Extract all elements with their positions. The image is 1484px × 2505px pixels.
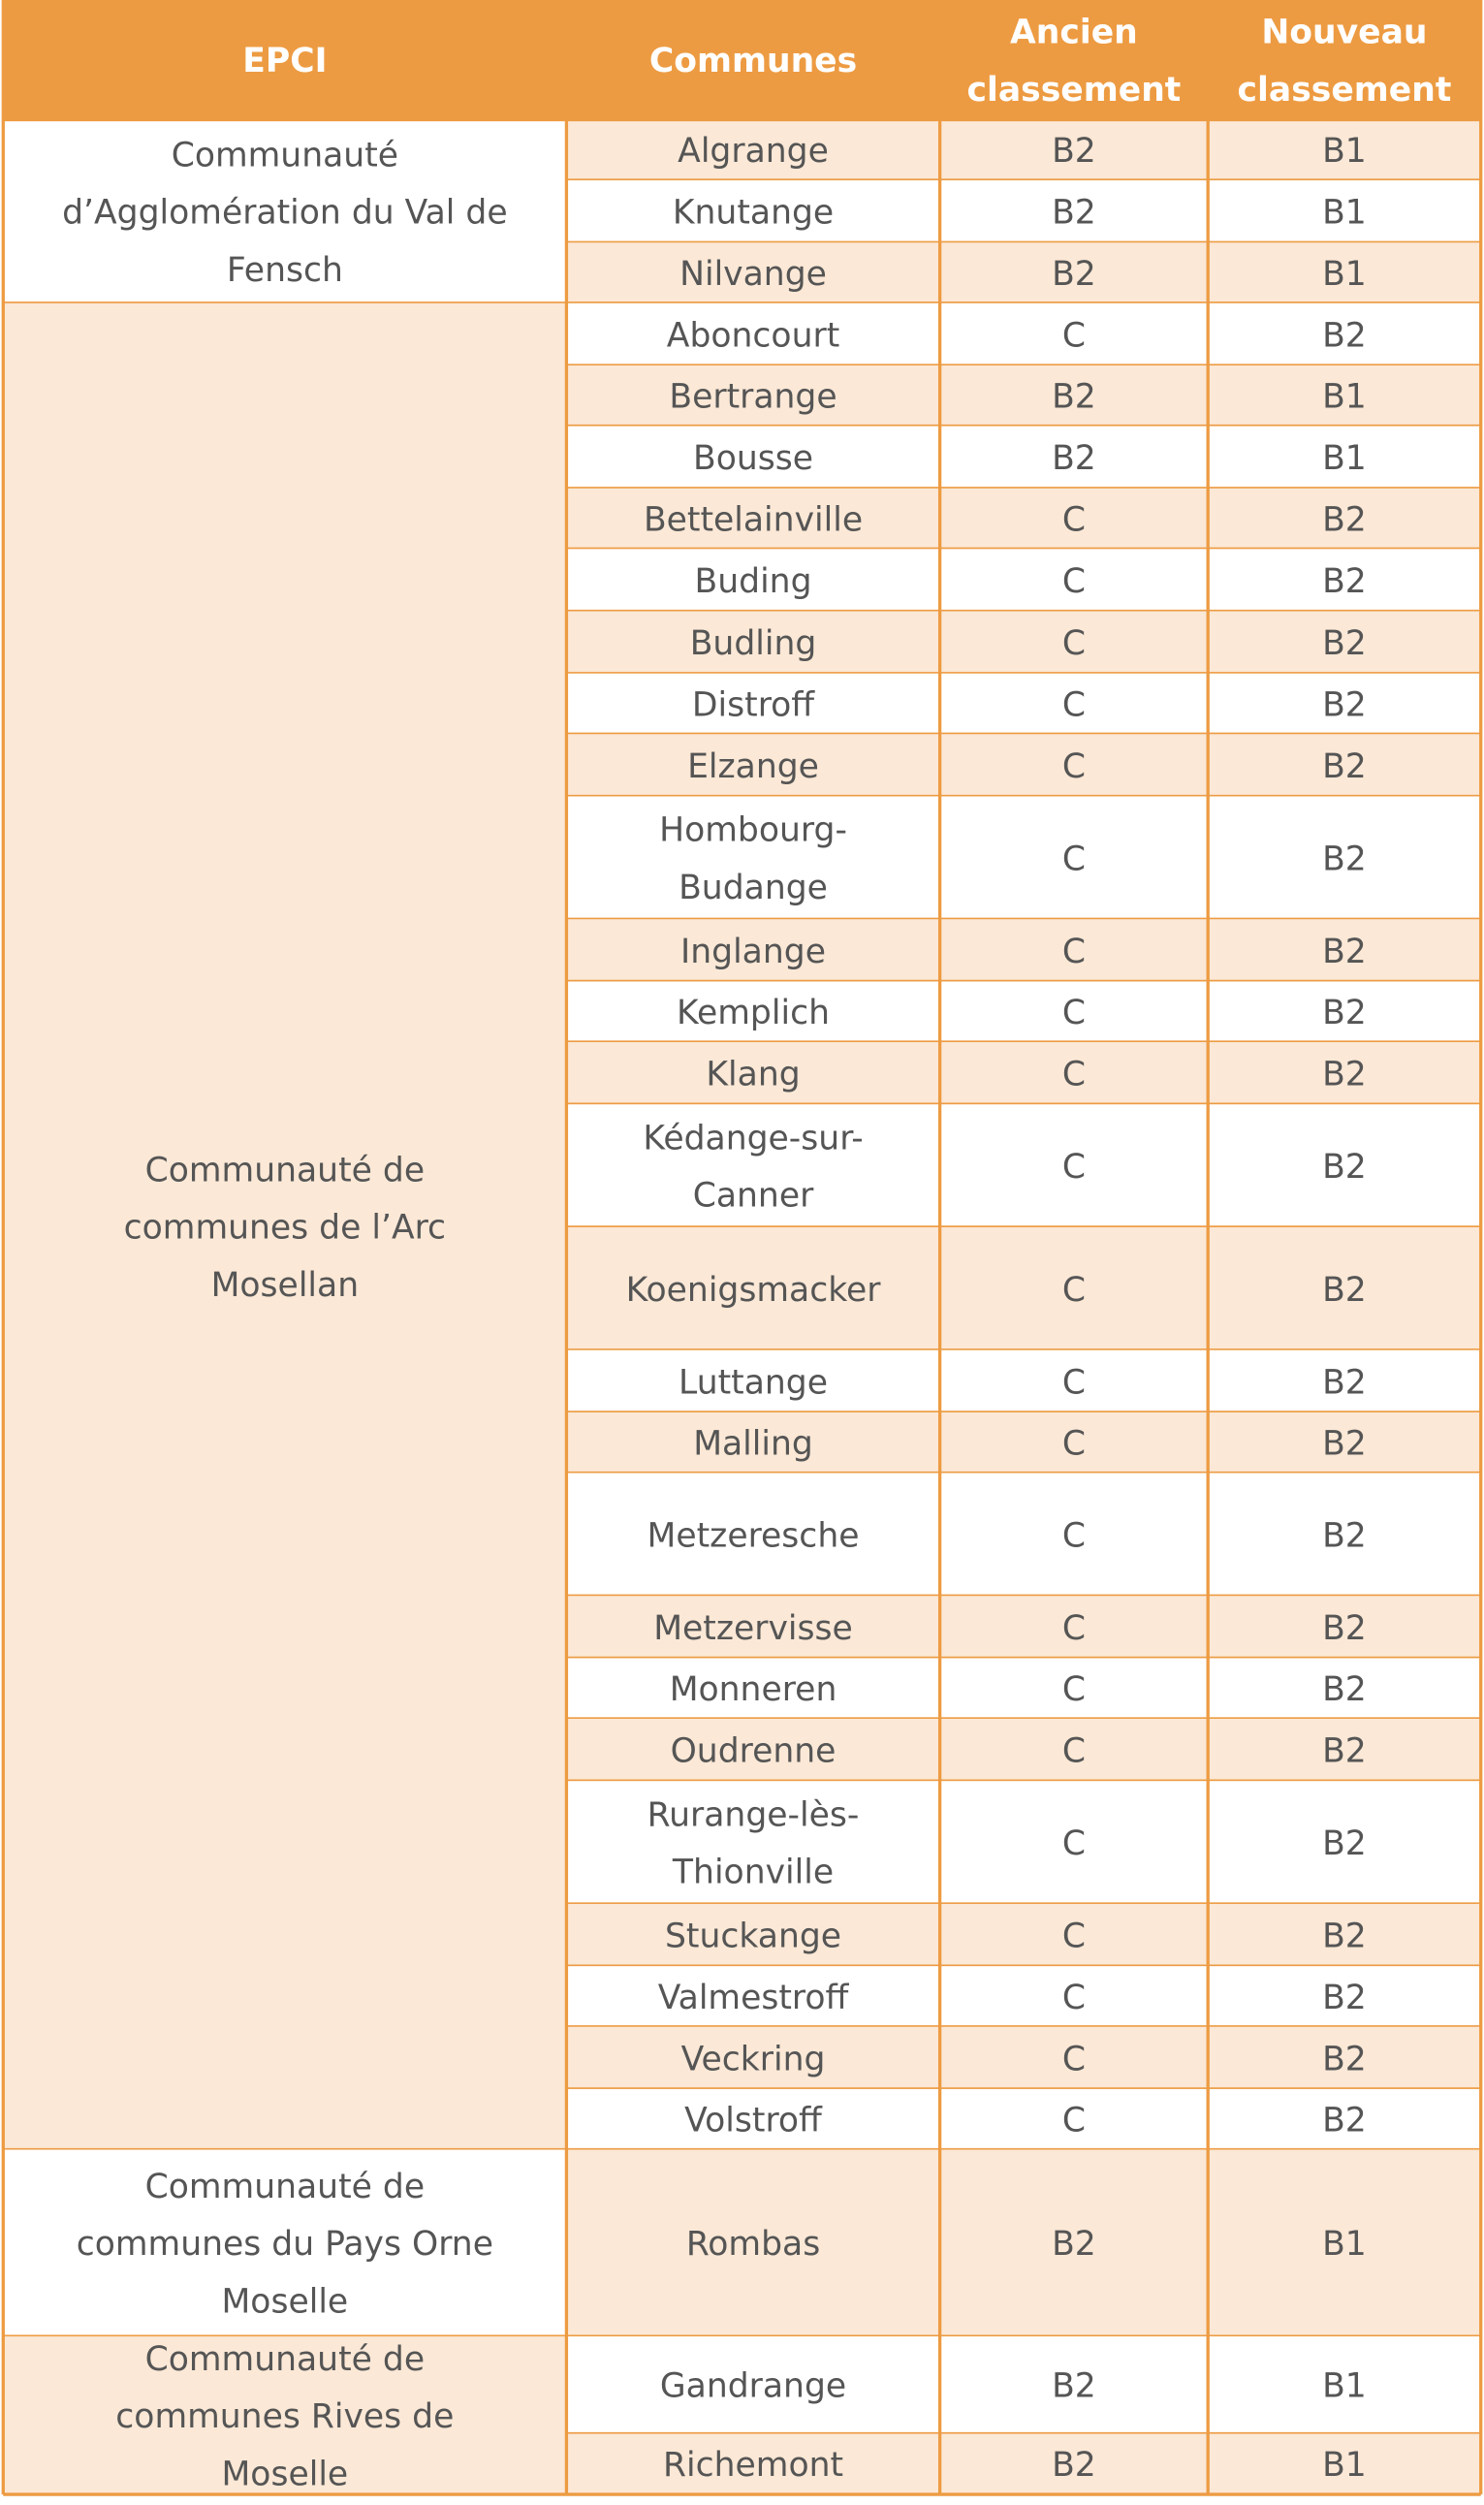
ancien-classement-cell-line: C xyxy=(1061,624,1086,664)
commune-cell xyxy=(693,439,813,478)
ancien-classement-cell xyxy=(1062,685,1086,724)
nouveau-classement-cell-line: B2 xyxy=(1322,316,1367,356)
commune-cell xyxy=(706,1056,800,1094)
ancien-classement-cell-line: C xyxy=(1061,1055,1086,1094)
commune-cell-line: Bousse xyxy=(693,439,814,479)
ancien-classement-cell-line: B2 xyxy=(1052,377,1096,417)
commune-cell-line: Stuckange xyxy=(664,1917,842,1956)
commune-cell xyxy=(695,562,812,601)
ancien-classement-cell-line: C xyxy=(1061,316,1086,356)
commune-cell xyxy=(687,747,819,786)
header-ancien-line: Ancien xyxy=(1010,13,1138,52)
nouveau-classement-cell xyxy=(1322,132,1367,171)
epci-name-line: Communauté de xyxy=(144,2167,426,2206)
nouveau-classement-cell-line: B2 xyxy=(1322,2040,1367,2079)
nouveau-classement-cell xyxy=(1322,840,1367,878)
epci-name-line: communes de l’Arc xyxy=(123,1208,447,1248)
nouveau-classement-cell-line: B2 xyxy=(1322,685,1367,725)
nouveau-classement-cell-line: B2 xyxy=(1322,1270,1367,1310)
commune-cell-line: Elzange xyxy=(687,746,819,786)
commune-cell-line: Gandrange xyxy=(659,2366,847,2406)
ancien-classement-cell-line: B2 xyxy=(1052,2366,1096,2406)
ancien-classement-cell xyxy=(1062,1148,1086,1187)
ancien-classement-cell xyxy=(1062,2102,1086,2140)
ancien-classement-cell xyxy=(1052,2446,1096,2485)
commune-cell-line: Hombourg- xyxy=(659,810,847,850)
ancien-classement-cell-line: C xyxy=(1061,1516,1086,1556)
nouveau-classement-cell-line: B1 xyxy=(1322,377,1367,417)
ancien-classement-cell-line: C xyxy=(1061,1608,1086,1648)
nouveau-classement-cell-line: B2 xyxy=(1322,2101,1367,2140)
commune-cell xyxy=(660,2367,846,2406)
ancien-classement-cell-line: C xyxy=(1061,2040,1086,2079)
nouveau-classement-cell-line: B1 xyxy=(1322,254,1367,294)
ancien-classement-cell-line: C xyxy=(1061,1731,1086,1771)
nouveau-classement-cell xyxy=(1322,562,1367,601)
nouveau-classement-cell xyxy=(1322,1918,1367,1956)
commune-cell xyxy=(693,1425,813,1464)
ancien-classement-cell-line: C xyxy=(1061,746,1086,786)
ancien-classement-cell-line: B2 xyxy=(1052,254,1096,294)
epci-name-line: Communauté de xyxy=(144,2339,426,2379)
nouveau-classement-cell-line: B2 xyxy=(1322,1516,1367,1556)
epci-name-line: communes du Pays Orne xyxy=(76,2225,493,2265)
ancien-classement-cell xyxy=(1062,2040,1086,2078)
commune-cell xyxy=(690,624,817,663)
commune-cell-line: Richemont xyxy=(662,2446,844,2486)
commune-cell-line: Algrange xyxy=(678,132,829,172)
ancien-classement-cell xyxy=(1062,1516,1086,1555)
ancien-classement-cell xyxy=(1062,1425,1086,1464)
ancien-classement-cell xyxy=(1062,316,1086,355)
commune-cell xyxy=(663,2446,843,2485)
nouveau-classement-cell-line: B2 xyxy=(1322,1148,1367,1188)
nouveau-classement-cell-line: B1 xyxy=(1322,2225,1367,2265)
commune-cell-line: Rombas xyxy=(685,2225,821,2265)
commune-cell-line: Metzeresche xyxy=(647,1516,860,1556)
commune-cell-line: Bertrange xyxy=(669,377,837,417)
commune-cell xyxy=(626,1271,882,1310)
ancien-classement-cell xyxy=(1052,255,1096,294)
nouveau-classement-cell xyxy=(1322,1516,1367,1555)
nouveau-classement-cell xyxy=(1322,1148,1367,1187)
nouveau-classement-cell xyxy=(1322,1425,1367,1464)
nouveau-classement-cell xyxy=(1322,1271,1367,1310)
epci-name-line: Fensch xyxy=(226,250,343,290)
commune-cell xyxy=(670,1670,837,1709)
ancien-classement-cell xyxy=(1062,1271,1086,1310)
commune-cell-line: Distroff xyxy=(691,685,815,725)
nouveau-classement-cell-line: B2 xyxy=(1322,1424,1367,1464)
commune-cell xyxy=(653,1609,853,1648)
commune-cell xyxy=(644,500,863,539)
nouveau-classement-cell-line: B2 xyxy=(1322,1824,1367,1864)
commune-cell-line: Volstroff xyxy=(684,2101,822,2140)
nouveau-classement-cell-line: B2 xyxy=(1322,500,1367,540)
commune-cell-line: Aboncourt xyxy=(666,316,840,356)
commune-cell-line: Valmestroff xyxy=(657,1978,849,2017)
ancien-classement-cell-line: C xyxy=(1061,1363,1086,1403)
ancien-classement-cell xyxy=(1062,1670,1086,1709)
commune-cell-line: Rurange-lès- xyxy=(647,1795,860,1835)
nouveau-classement-cell xyxy=(1322,994,1367,1032)
header-epci-line: EPCI xyxy=(242,42,328,81)
nouveau-classement-cell-line: B2 xyxy=(1322,746,1367,786)
commune-cell-line: Budange xyxy=(679,868,828,907)
ancien-classement-cell xyxy=(1062,1918,1086,1956)
nouveau-classement-cell-line: B2 xyxy=(1322,932,1367,971)
commune-cell xyxy=(677,994,830,1032)
ancien-classement-cell-line: C xyxy=(1061,840,1086,879)
epci-name-line: Communauté de xyxy=(144,1151,426,1190)
ancien-classement-cell-line: C xyxy=(1061,1917,1086,1956)
epci-name-line: d’Agglomération du Val de xyxy=(62,193,508,233)
ancien-classement-cell-line: C xyxy=(1061,1670,1086,1710)
nouveau-classement-cell-line: B1 xyxy=(1322,193,1367,233)
commune-cell-line: Metzervisse xyxy=(653,1608,853,1648)
nouveau-classement-cell-line: B2 xyxy=(1322,1917,1367,1956)
commune-cell-line: Canner xyxy=(692,1176,814,1216)
commune-cell-line: Bettelainville xyxy=(643,500,864,540)
commune-cell-line: Klang xyxy=(706,1055,801,1094)
nouveau-classement-cell xyxy=(1322,1609,1367,1648)
ancien-classement-cell-line: C xyxy=(1061,1148,1086,1188)
ancien-classement-cell xyxy=(1062,840,1086,878)
nouveau-classement-cell xyxy=(1322,255,1367,294)
epci-name-line: Communauté xyxy=(171,136,399,175)
epci-name-line: Moselle xyxy=(221,2455,349,2494)
commune-cell xyxy=(680,933,826,971)
commune-cell xyxy=(647,1516,860,1555)
commune-cell-line: Oudrenne xyxy=(670,1731,837,1771)
commune-cell-line: Nilvange xyxy=(679,254,827,294)
ancien-classement-cell xyxy=(1052,439,1096,478)
ancien-classement-cell xyxy=(1062,1056,1086,1094)
nouveau-classement-cell-line: B1 xyxy=(1322,132,1367,172)
ancien-classement-cell-line: C xyxy=(1061,2101,1086,2140)
ancien-classement-cell xyxy=(1052,2367,1096,2406)
header-nouveau-line: classement xyxy=(1237,70,1452,110)
nouveau-classement-cell-line: B2 xyxy=(1322,624,1367,664)
nouveau-classement-cell xyxy=(1322,378,1367,417)
commune-cell-line: Thionville xyxy=(672,1853,835,1892)
ancien-classement-cell-line: B2 xyxy=(1052,193,1096,233)
nouveau-classement-cell xyxy=(1322,2040,1367,2078)
commune-cell xyxy=(678,132,829,171)
ancien-classement-cell-line: C xyxy=(1061,1270,1086,1310)
nouveau-classement-cell xyxy=(1322,2225,1367,2264)
ancien-classement-cell xyxy=(1062,562,1086,601)
nouveau-classement-cell xyxy=(1322,1979,1367,2017)
ancien-classement-cell-line: C xyxy=(1061,500,1086,540)
commune-cell xyxy=(686,2225,820,2264)
nouveau-classement-cell xyxy=(1322,747,1367,786)
ancien-classement-cell xyxy=(1062,624,1086,663)
epci-name-line: Moselle xyxy=(221,2282,349,2322)
nouveau-classement-cell xyxy=(1322,1670,1367,1709)
ancien-classement-cell xyxy=(1062,500,1086,539)
nouveau-classement-cell-line: B2 xyxy=(1322,994,1367,1033)
ancien-classement-cell-line: C xyxy=(1061,1978,1086,2017)
header-nouveau-line: Nouveau xyxy=(1261,13,1428,52)
nouveau-classement-cell-line: B2 xyxy=(1322,1608,1367,1648)
nouveau-classement-cell-line: B1 xyxy=(1322,2446,1367,2486)
ancien-classement-cell-line: C xyxy=(1061,994,1086,1033)
nouveau-classement-cell xyxy=(1322,500,1367,539)
ancien-classement-cell xyxy=(1062,1979,1086,2017)
ancien-classement-cell-line: B2 xyxy=(1052,2446,1096,2486)
ancien-classement-cell xyxy=(1052,378,1096,417)
nouveau-classement-cell-line: B2 xyxy=(1322,561,1367,601)
ancien-classement-cell-line: C xyxy=(1061,1824,1086,1864)
nouveau-classement-cell xyxy=(1322,933,1367,971)
nouveau-classement-cell xyxy=(1322,2367,1367,2406)
commune-cell xyxy=(679,1363,828,1402)
commune-cell-line: Koenigsmacker xyxy=(625,1270,881,1310)
header-communes-line: Communes xyxy=(648,42,858,81)
commune-cell-line: Luttange xyxy=(679,1363,829,1403)
nouveau-classement-cell xyxy=(1322,1824,1367,1863)
nouveau-classement-cell-line: B2 xyxy=(1322,1055,1367,1094)
nouveau-classement-cell-line: B2 xyxy=(1322,1731,1367,1771)
commune-cell xyxy=(673,194,834,233)
ancien-classement-cell xyxy=(1062,933,1086,971)
nouveau-classement-cell-line: B2 xyxy=(1322,1363,1367,1403)
header-ancien-line: classement xyxy=(966,70,1182,110)
commune-cell-line: Kédange-sur- xyxy=(643,1119,864,1158)
nouveau-classement-cell xyxy=(1322,1363,1367,1402)
nouveau-classement-cell-line: B2 xyxy=(1322,1670,1367,1710)
ancien-classement-cell-line: C xyxy=(1061,1424,1086,1464)
ancien-classement-cell xyxy=(1062,1824,1086,1863)
nouveau-classement-cell xyxy=(1322,624,1367,663)
epci-name-line: communes Rives de xyxy=(115,2397,455,2437)
nouveau-classement-cell xyxy=(1322,439,1367,478)
ancien-classement-cell-line: C xyxy=(1061,561,1086,601)
nouveau-classement-cell xyxy=(1322,1056,1367,1094)
epci-name-line: Mosellan xyxy=(210,1265,360,1305)
commune-cell-line: Kemplich xyxy=(677,994,830,1033)
commune-cell xyxy=(684,2102,823,2140)
header-communes xyxy=(649,42,857,80)
nouveau-classement-cell xyxy=(1322,2102,1367,2140)
commune-cell xyxy=(681,2040,826,2078)
ancien-classement-cell-line: B2 xyxy=(1052,132,1096,172)
nouveau-classement-cell xyxy=(1322,1732,1367,1771)
commune-cell-line: Monneren xyxy=(669,1670,837,1710)
commune-cell-line: Buding xyxy=(694,561,812,601)
nouveau-classement-cell xyxy=(1322,316,1367,355)
ancien-classement-cell-line: C xyxy=(1061,932,1086,971)
ancien-classement-cell xyxy=(1062,747,1086,786)
commune-cell-line: Knutange xyxy=(672,193,835,233)
nouveau-classement-cell-line: B1 xyxy=(1322,2366,1367,2406)
header-epci xyxy=(242,42,327,80)
ancien-classement-cell xyxy=(1062,1363,1086,1402)
commune-cell xyxy=(671,1732,837,1771)
nouveau-classement-cell xyxy=(1322,2446,1367,2485)
ancien-classement-cell xyxy=(1052,132,1096,171)
commune-cell-line: Malling xyxy=(693,1424,813,1464)
commune-cell-line: Budling xyxy=(689,624,817,664)
ancien-classement-cell-line: B2 xyxy=(1052,439,1096,479)
ancien-classement-cell xyxy=(1052,194,1096,233)
nouveau-classement-cell-line: B2 xyxy=(1322,840,1367,879)
ancien-classement-cell xyxy=(1062,994,1086,1032)
commune-cell-line: Veckring xyxy=(680,2040,826,2079)
nouveau-classement-cell-line: B1 xyxy=(1322,439,1367,479)
nouveau-classement-cell xyxy=(1322,685,1367,724)
commune-cell xyxy=(692,685,815,724)
commune-cell xyxy=(669,378,837,417)
nouveau-classement-cell-line: B2 xyxy=(1322,1978,1367,2017)
commune-cell xyxy=(658,1979,850,2017)
commune-cell-line: Inglange xyxy=(680,932,826,971)
ancien-classement-cell xyxy=(1062,1609,1086,1648)
ancien-classement-cell-line: C xyxy=(1061,685,1086,725)
ancien-classement-cell xyxy=(1062,1732,1086,1771)
nouveau-classement-cell xyxy=(1322,194,1367,233)
ancien-classement-cell xyxy=(1052,2225,1096,2264)
commune-cell xyxy=(665,1918,841,1956)
commune-cell xyxy=(679,255,827,294)
commune-cell xyxy=(667,316,839,355)
ancien-classement-cell-line: B2 xyxy=(1052,2225,1096,2265)
